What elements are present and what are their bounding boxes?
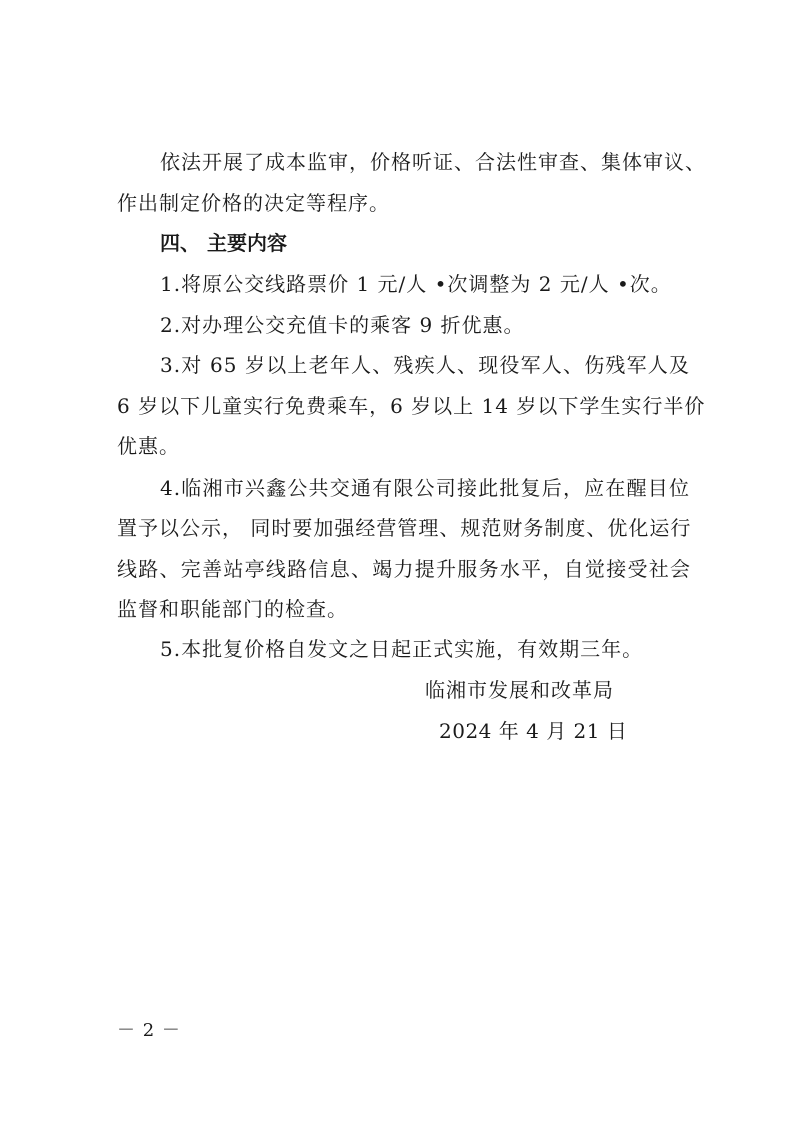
list-item: 2.对办理公交充值卡的乘客 9 折优惠。 [160, 313, 525, 337]
paragraph-line: 线路、完善站亭线路信息、竭力提升服务水平，自觉接受社会 [117, 557, 691, 581]
paragraph-line: 6 岁以下儿童实行免费乘车，6 岁以上 14 岁以下学生实行半价 [117, 394, 706, 418]
list-item: 4.临湘市兴鑫公共交通有限公司接此批复后，应在醒目位 [160, 476, 690, 500]
issue-date: 2024 年 4 月 21 日 [439, 719, 628, 743]
paragraph-line: 作出制定价格的决定等程序。 [117, 191, 390, 215]
page-number: － 2 － [117, 1020, 181, 1041]
list-item: 3.对 65 岁以上老年人、残疾人、现役军人、伤残军人及 [160, 353, 690, 377]
paragraph-line: 优惠。 [117, 434, 180, 458]
paragraph-line: 依法开展了成本监审，价格听证、合法性审查、集体审议、 [160, 150, 706, 174]
list-item: 1.将原公交线路票价 1 元/人 •次调整为 2 元/人 •次。 [160, 272, 672, 296]
paragraph-line: 置予以公示， 同时要加强经营管理、规范财务制度、优化运行 [117, 516, 692, 540]
list-item: 5.本批复价格自发文之日起正式实施，有效期三年。 [160, 637, 644, 661]
paragraph-line: 监督和职能部门的检查。 [117, 597, 348, 621]
issuer-signature: 临湘市发展和改革局 [425, 678, 614, 702]
section-heading: 四、 主要内容 [160, 231, 287, 255]
